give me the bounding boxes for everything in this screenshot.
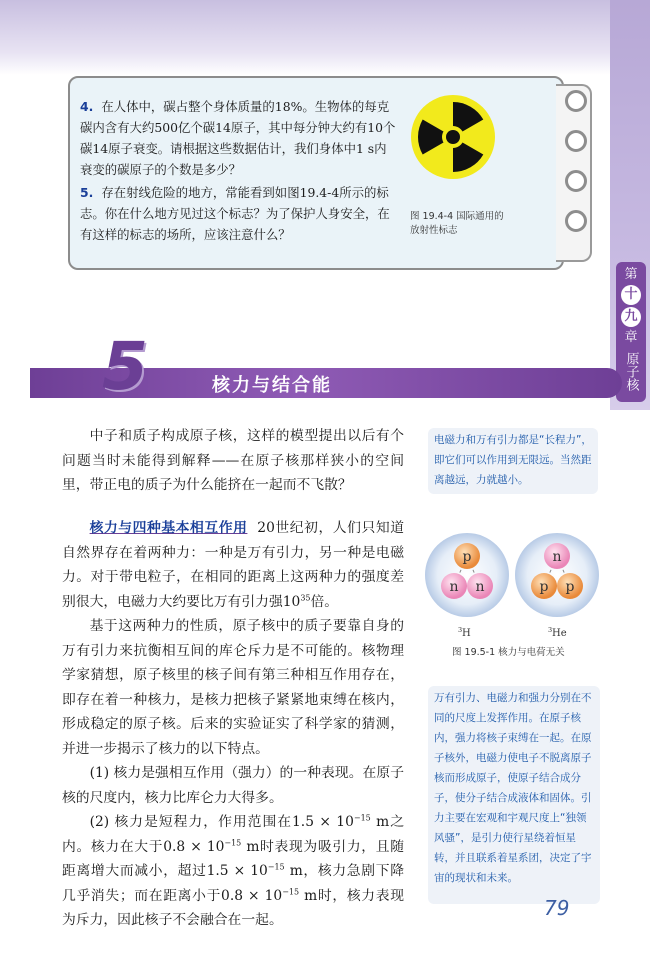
text-run: m时，核力表现为斥力，因此核子不会融合在一起。 xyxy=(62,887,404,928)
caption-line: 放射性标志 xyxy=(410,225,458,236)
figure-caption-19-5-1: 图 19.5-1 核力与电荷无关 xyxy=(452,647,565,658)
figure-nuclei xyxy=(422,530,602,640)
chapter-number-nine: 九 xyxy=(621,307,641,327)
top-band xyxy=(0,0,650,75)
text-run: m，核力急剧下降几乎消失；而在距离小于0.8 × 10 xyxy=(62,863,404,904)
isotope-symbol: H xyxy=(462,628,471,639)
isotope-mass-number: 3 xyxy=(458,626,463,634)
paragraph-2: 基于这两种力的性质，原子核中的质子要靠自身的万有引力来抗衡相互间的库仑斥力是不可能的。核物理学家猜想，原子核里的核子间有第三种相互作用存在，即存在着一种核力，是核力把核子紧紧地束缚在核内，形成稳定的原子核。后来的实验证实了科学家的猜测，并进一步揭示了核力的以下特点。 xyxy=(62,618,404,757)
particle-label: p xyxy=(565,579,575,595)
particle-label: p xyxy=(462,549,472,565)
paragraph-4 xyxy=(62,810,404,933)
exercise-item-5 xyxy=(80,182,398,245)
isotope-mass-number: 3 xyxy=(548,626,553,634)
exercise-item-4 xyxy=(80,96,398,180)
chapter-label-top: 第 xyxy=(624,267,638,282)
particle-label: n xyxy=(449,579,459,595)
side-note-long-range: 电磁力和万有引力都是“长程力”，即它们可以作用到无限远。当然距离越远，力就越小。 xyxy=(428,428,598,494)
isotope-symbol: He xyxy=(552,628,567,639)
intro-text: 中子和质子构成原子核，这样的模型提出以后有个问题当时未能得到解释——在原子核那样狭小的空间里，带正电的质子为什么能挤在一起而不飞散？ xyxy=(62,428,404,493)
binder-ring xyxy=(565,210,587,232)
particle-label: n xyxy=(552,549,562,565)
binder-ring xyxy=(565,170,587,192)
binder-ring xyxy=(565,130,587,152)
exercise-number: 5. xyxy=(80,185,94,200)
particle-label: p xyxy=(539,579,549,595)
particle-label: n xyxy=(475,579,485,595)
subsection-paragraph xyxy=(62,516,404,614)
figure-caption-19-4-4 xyxy=(410,210,550,238)
page-number: 79 xyxy=(544,896,570,920)
exponent: 35 xyxy=(300,592,311,602)
binder-rings xyxy=(560,84,596,264)
subsection-keyword: 核力与四种基本相互作用 xyxy=(89,520,248,536)
exponent: −15 xyxy=(267,862,285,872)
exercise-number: 4. xyxy=(80,99,94,114)
exponent: −15 xyxy=(224,837,242,847)
exercise-text: 存在射线危险的地方，常能看到如图19.4-4所示的标志。你在什么地方见过这个标志？为了保护人身安全，在有这样的标志的场所，应该注意什么？ xyxy=(80,185,390,242)
chapter-number-ten: 十 xyxy=(621,285,641,305)
subsection-text-end: 倍。 xyxy=(310,593,339,610)
exponent: −15 xyxy=(282,886,300,896)
intro-paragraph xyxy=(62,424,404,498)
chapter-title: 原子核 xyxy=(623,352,639,391)
caption-line: 图 19.4-4 国际通用的 xyxy=(410,211,504,222)
main-text xyxy=(62,516,404,933)
text-run: (2) 核力是短程力，作用范围在1.5 × 10 xyxy=(89,814,354,830)
chapter-label-mid: 章 xyxy=(624,330,638,345)
side-note-forces-scales: 万有引力、电磁力和强力分别在不同的尺度上发挥作用。在原子核内，强力将核子束缚在一起。在原子核外，电磁力使电子不脱离原子核而形成原子，使原子结合成分子，使分子结合成液体和固体。引力主要在宏观和宇观尺度上“独领风骚”，是引力使行星绕着恒星转，并且联系着星系团，决定了宇宙的现状和未来。 xyxy=(428,686,600,904)
section-number: 5 xyxy=(102,328,148,405)
section-title: 核力与结合能 xyxy=(212,375,332,396)
exercise-text: 在人体中，碳占整个身体质量的18%。生物体的每克碳内含有大约500亿个碳14原子，其中每分钟大约有10个碳14原子衰变。请根据这些数据估计，我们身体中1 s内衰变的碳原子的个数是多少？ xyxy=(80,99,396,177)
paragraph-3: (1) 核力是强相互作用（强力）的一种表现。在原子核的尺度内，核力比库仑力大得多。 xyxy=(62,765,404,806)
subsection-text: 20世纪初，人们只知道自然界存在着两种力：一种是万有引力，另一种是电磁力。对于带电粒子，在相同的距离上这两种力的强度差别很大，电磁力大约要比万有引力强10 xyxy=(62,520,404,610)
text-run: m之内。核力在大于0.8 × 10 xyxy=(62,814,405,855)
binder-ring xyxy=(565,90,587,112)
text-run: m时表现为吸引力，且随距离增大而减小，超过1.5 × 10 xyxy=(62,838,404,879)
radiation-hazard-icon xyxy=(410,94,496,180)
exponent: −15 xyxy=(353,813,371,823)
